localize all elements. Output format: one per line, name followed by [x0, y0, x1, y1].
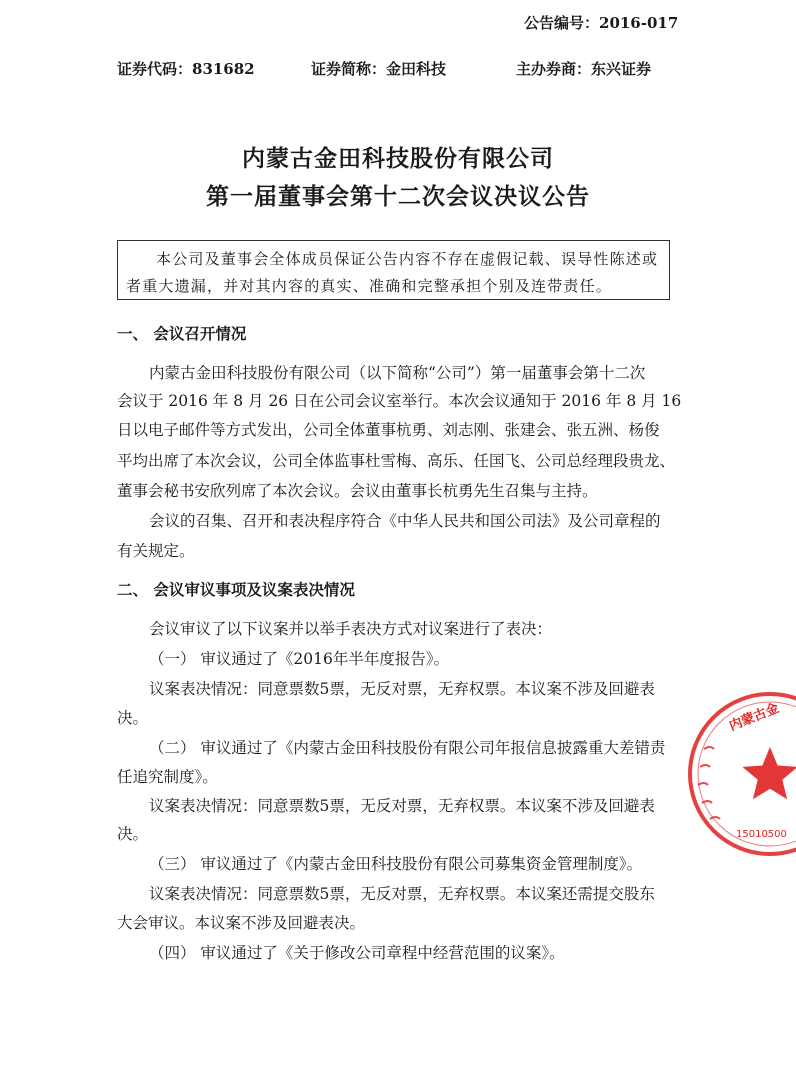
vote-line: 大会审议。本议案不涉及回避表决。: [117, 914, 366, 932]
vote-line: 议案表决情况：同意票数5票，无反对票，无弃权票。本议案还需提交股东: [149, 885, 655, 903]
disclaimer-line: 者重大遗漏，并对其内容的真实、准确和完整承担个别及连带责任。: [126, 277, 613, 295]
paragraph-line: 会议的召集、召开和表决程序符合《中华人民共和国公司法》及公司章程的: [149, 512, 661, 530]
item-title: （四） 审议通过了《关于修改公司章程中经营范围的议案》。: [149, 944, 565, 962]
vote-line: 议案表决情况：同意票数5票，无反对票，无弃权票。本议案不涉及回避表: [149, 797, 655, 815]
paragraph-line: 会议于 2016 年 8 月 26 日在公司会议室举行。本次会议通知于 2016 年 8 月 16: [117, 392, 682, 410]
sponsor-broker: 主办券商：东兴证券: [516, 60, 652, 78]
paragraph-line: 董事会秘书安欣列席了本次会议。会议由董事长杭勇先生召集与主持。: [117, 482, 598, 500]
item-title: 任追究制度》。: [117, 768, 218, 786]
security-code: 证券代码：831682: [117, 60, 255, 78]
section-heading: 二、 会议审议事项及议案表决情况: [117, 580, 355, 599]
vote-line: 决。: [117, 825, 149, 843]
page-subtitle: 第一届董事会第十二次会议决议公告: [206, 183, 590, 210]
item-title: （一） 审议通过了《2016年半年度报告》。: [149, 650, 450, 668]
section-heading: 一、 会议召开情况: [117, 324, 247, 343]
seal-text: 内蒙古金: [727, 700, 782, 735]
item-title: （三） 审议通过了《内蒙古金田科技股份有限公司募集资金管理制度》。: [149, 855, 643, 873]
disclaimer-line: 本公司及董事会全体成员保证公告内容不存在虚假记载、误导性陈述或: [156, 250, 659, 268]
page-title: 内蒙古金田科技股份有限公司: [242, 145, 554, 172]
security-name: 证券简称：金田科技: [311, 60, 447, 78]
vote-line: 议案表决情况：同意票数5票，无反对票，无弃权票。本议案不涉及回避表: [149, 680, 655, 698]
paragraph-line: 内蒙古金田科技股份有限公司（以下简称“公司”）第一届董事会第十二次: [149, 364, 646, 382]
paragraph-line: 会议审议了以下议案并以举手表决方式对议案进行了表决：: [149, 620, 553, 638]
paragraph-line: 平均出席了本次会议，公司全体监事杜雪梅、高乐、任国飞、公司总经理段贵龙、: [117, 452, 676, 470]
star-icon: [742, 747, 796, 799]
company-seal: [684, 689, 796, 859]
vote-line: 决。: [117, 709, 149, 727]
notice-number: 公告编号：2016-017: [524, 14, 679, 32]
paragraph-line: 日以电子邮件等方式发出，公司全体董事杭勇、刘志刚、张建会、张五洲、杨俊: [117, 421, 660, 439]
seal-number: 15010500: [736, 829, 787, 840]
paragraph-line: 有关规定。: [117, 542, 195, 560]
item-title: （二） 审议通过了《内蒙古金田科技股份有限公司年报信息披露重大差错责: [149, 739, 666, 757]
